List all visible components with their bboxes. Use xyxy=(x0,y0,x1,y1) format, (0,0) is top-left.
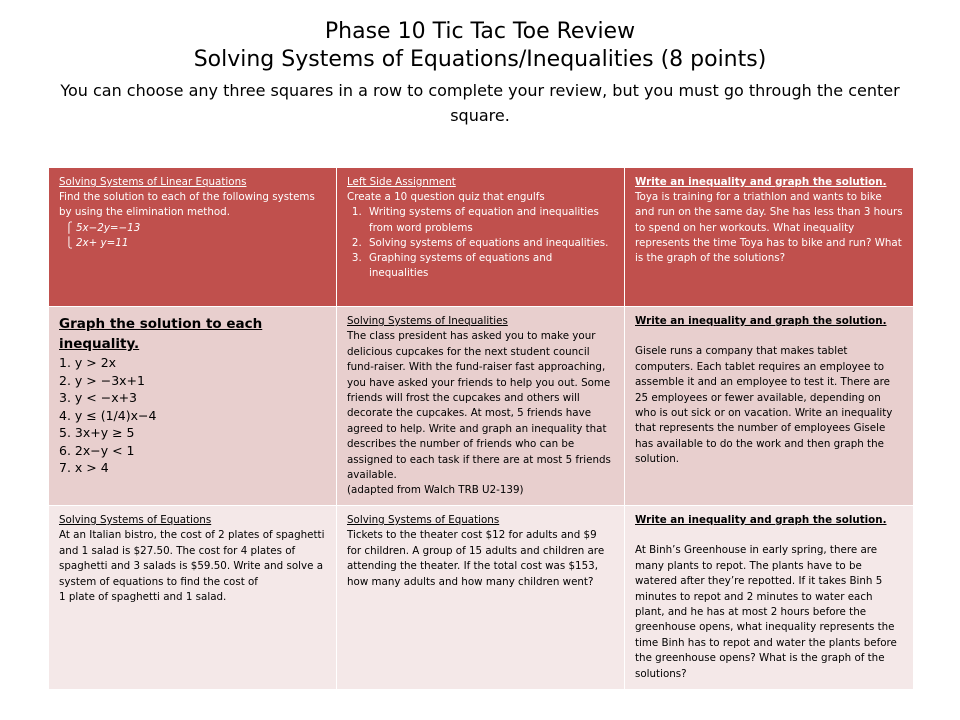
cell-text: Gisele runs a company that makes tablet computers. Each tablet requires an employee to assemble it and an employee to test it. There are 25 employees or fewer available, depending on who is out sick or on vacation. Write an inequality that represents the number of employees Gisele has available to do the work and then graph the solution. xyxy=(635,345,893,466)
cell-text: Toya is training for a triathlon and wants to bike and run on the same day. She has less than 3 hours to spend on her workouts. What inequality represents the time Toya has to bike and run? What is the graph of the solutions? xyxy=(635,191,903,265)
cell-r2c2[interactable] xyxy=(337,307,625,506)
cell-text: Find the solution to each of the following systems by using the elimination method. xyxy=(59,191,315,219)
grid-row-3 xyxy=(49,505,914,689)
inequality-item: 5. 3x+y ≥ 5 xyxy=(59,425,135,440)
inequality-item: 6. 2x−y < 1 xyxy=(59,442,135,458)
equation-1: ⎧ 5x−2y=−13 xyxy=(65,221,141,234)
cell-text: Create a 10 question quiz that engulfs xyxy=(347,191,545,204)
inequality-item: 3. y < −x+3 xyxy=(59,390,138,405)
cell-r1c1[interactable] xyxy=(49,168,337,307)
cell-r2c1[interactable] xyxy=(49,307,337,506)
list-item: 1. Writing systems of equation and inequalities from word problems xyxy=(365,205,614,235)
grid-row-2 xyxy=(49,307,914,506)
cell-r1c3[interactable] xyxy=(625,168,914,307)
cell-heading: Solving Systems of Equations xyxy=(347,513,500,526)
cell-source: (adapted from Walch TRB U2-139) xyxy=(347,484,524,497)
inequality-item: 2. y > −3x+1 xyxy=(59,372,145,388)
page-title: Phase 10 Tic Tac Toe Review xyxy=(324,19,636,44)
cell-text-2: 1 plate of spaghetti and 1 salad. xyxy=(59,590,227,603)
cell-r1c2[interactable] xyxy=(337,168,625,307)
list-item: 3. Graphing systems of equations and inequalities xyxy=(365,251,614,281)
inequality-item: 7. x > 4 xyxy=(59,460,109,475)
list-item: 2. Solving systems of equations and inequalities. xyxy=(365,236,614,251)
page-subtitle: Solving Systems of Equations/Inequalities (8 points) xyxy=(193,47,767,72)
tic-tac-toe-grid xyxy=(48,167,914,690)
cell-heading: Solving Systems of Equations xyxy=(59,513,212,526)
cell-r3c3[interactable] xyxy=(625,505,914,689)
instructions: You can choose any three squares in a row to complete your review, but you must go through the center square. xyxy=(60,81,900,125)
cell-heading: Solving Systems of Inequalities xyxy=(347,315,508,327)
inequality-item: 1. y > 2x xyxy=(59,355,117,370)
cell-heading: Graph the solution to each inequality. xyxy=(59,316,263,352)
cell-heading: Write an inequality and graph the solution. xyxy=(635,315,887,327)
cell-r2c3[interactable] xyxy=(625,307,914,506)
inequality-item: 4. y ≤ (1/4)x−4 xyxy=(59,407,157,423)
cell-heading: Write an inequality and graph the solution. xyxy=(635,176,887,188)
cell-text: Tickets to the theater cost $12 for adults and $9 for children. A group of 15 adults and children are attending the theater. If the total cost was $153, how many adults and how many children went? xyxy=(347,529,605,588)
cell-r3c1[interactable] xyxy=(49,505,337,689)
cell-heading: Write an inequality and graph the solution. xyxy=(635,513,887,526)
page-header xyxy=(40,18,920,128)
grid-row-1 xyxy=(49,168,914,307)
cell-text: The class president has asked you to make your delicious cupcakes for the next student council fund-raiser. With the fund-raiser fast approaching, you have asked your friends to help you out. Some friends will frost the cupcakes and others will decorate the cupcakes. At most, 5 friends have agreed to help. Write and graph an inequality that describes the number of friends who can be assigned to each task if there are at most 5 friends available. xyxy=(347,330,611,482)
cell-heading: Solving Systems of Linear Equations xyxy=(59,176,247,188)
cell-heading: Left Side Assignment xyxy=(347,176,456,188)
cell-r3c2[interactable] xyxy=(337,505,625,689)
equation-2: ⎩ 2x+ y=11 xyxy=(65,236,129,249)
cell-text: At an Italian bistro, the cost of 2 plates of spaghetti and 1 salad is $27.50. The cost for 4 plates of spaghetti and 3 salads is $59.50. Write and solve a system of equations to find the cost of xyxy=(59,529,325,588)
cell-text: At Binh’s Greenhouse in early spring, there are many plants to repot. The plants have to be watered after they’re repotted. If it takes Binh 5 minutes to repot and 2 minutes to water each plant, and he has at most 2 hours before the greenhouse opens, what inequality represents the time Binh has to repot and water the plants before the greenhouse opens? What is the graph of the solutions? xyxy=(635,544,897,680)
assignment-list xyxy=(347,205,614,281)
